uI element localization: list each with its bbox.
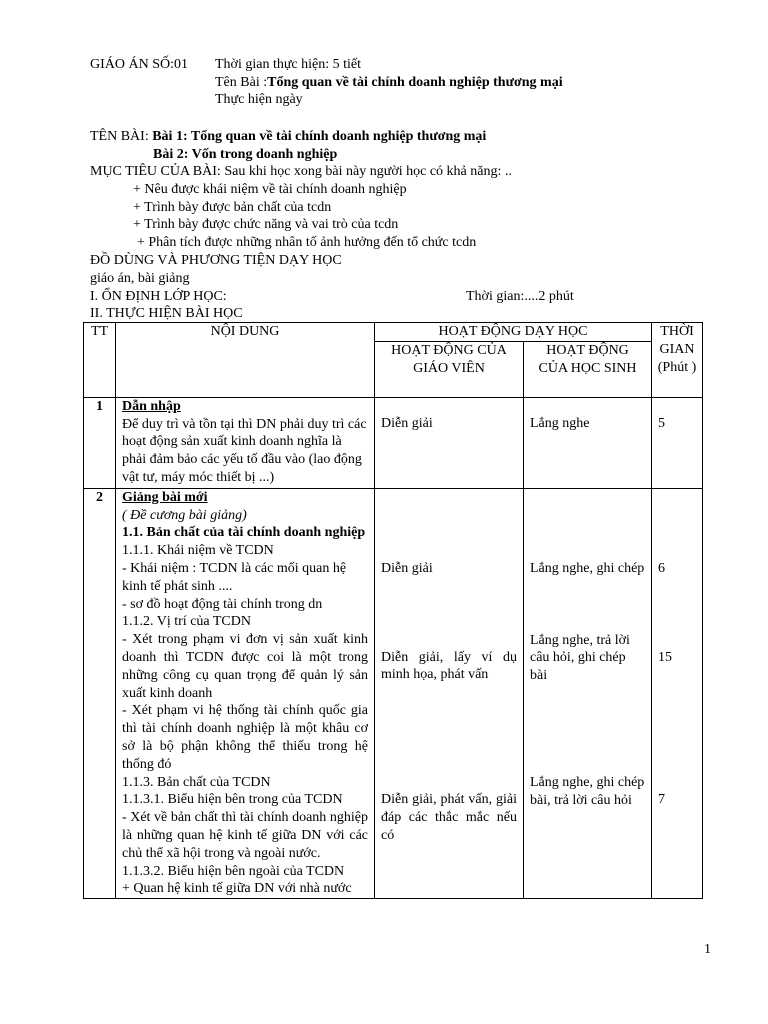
lesson-title-line — [215, 74, 563, 92]
row-content — [116, 397, 375, 488]
row-title: Dẫn nhập — [122, 398, 181, 414]
row-number: 2 — [84, 488, 116, 898]
row-student-activity: Lắng nghe — [524, 397, 652, 488]
lesson-title: Tổng quan về tài chính doanh nghiệp thương mại — [267, 75, 563, 90]
content-line: 1.1.2. Vị trí của TCDN — [122, 614, 251, 630]
teacher-activity-2: Diễn giải, lấy ví dụ minh họa, phát vấn — [381, 649, 517, 683]
lesson-2-name: Bài 2: Vốn trong doanh nghiệp — [153, 147, 338, 162]
lesson-date: Thực hiện ngày — [215, 92, 303, 107]
time-3: 7 — [658, 792, 666, 808]
header-student: HOẠT ĐỘNG CỦA HỌC SINH — [524, 341, 652, 397]
content-line: 1.1.3.2. Biểu hiện bên ngoài của TCDN — [122, 863, 345, 879]
content-line: - Xét trong phạm vi đơn vị sản xuất kinh doanh thì TCDN được coi là một trong những công cụ quan trọng để quản lý sản xuất kinh doanh — [122, 632, 368, 701]
lesson-plan-number: GIÁO ÁN SỐ:01 — [90, 57, 188, 72]
section-1-title: I. ỔN ĐỊNH LỚP HỌC: — [90, 289, 227, 304]
row-subtitle: ( Đề cương bài giảng) — [122, 507, 247, 523]
objective-item: + Nêu được khái niệm về tài chính doanh nghiệp — [133, 182, 407, 197]
row-time — [652, 488, 703, 898]
lesson-names-label: TÊN BÀI: — [90, 129, 149, 144]
lesson-2-name-line — [153, 146, 337, 164]
header-teacher: HOẠT ĐỘNG CỦA GIÁO VIÊN — [375, 341, 524, 397]
lesson-table — [83, 322, 703, 899]
content-line: - sơ đồ hoạt động tài chính trong dn — [122, 596, 323, 612]
student-activity-3: Lắng nghe, ghi chép bài, trả lời câu hỏi — [530, 774, 645, 808]
objectives-intro: Sau khi học xong bài này người học có khả năng: .. — [220, 164, 512, 179]
objective-item: + Trình bày được bản chất của tcdn — [133, 200, 332, 215]
row-text: Để duy trì và tồn tại thì DN phải duy trì các hoạt động sản xuất kinh doanh nghĩa là phải đảm bảo các yếu tố đầu vào (lao động vật tư, máy móc thiết bị ...) — [122, 416, 367, 485]
section-2-title: II. THỰC HIỆN BÀI HỌC — [90, 306, 243, 321]
row-student-activity — [524, 488, 652, 898]
objectives-line — [90, 163, 512, 181]
objective-item: + Trình bày được chức năng và vai trò của tcdn — [133, 217, 399, 232]
content-line: - Xét phạm vi hệ thống tài chính quốc gia thì tài chính doanh nghiệp là một khâu cơ sở là bộ phận không thể thiếu trong hệ thống đó — [122, 703, 368, 772]
materials-text: giáo án, bài giảng — [90, 271, 190, 286]
row-content — [116, 488, 375, 898]
teacher-activity-3: Diễn giải, phát vấn, giải đáp các thắc mắc nếu có — [381, 792, 517, 843]
teacher-activity-1: Diễn giải — [381, 560, 433, 576]
objective-item: + Phân tích được những nhân tố ảnh hưởng đến tổ chức tcdn — [137, 235, 477, 250]
materials-heading: ĐỒ DÙNG VÀ PHƯƠNG TIỆN DẠY HỌC — [90, 253, 342, 268]
table-row — [84, 397, 703, 488]
content-line: 1.1.3.1. Biểu hiện bên trong của TCDN — [122, 792, 343, 808]
content-line: + Quan hệ kinh tế giữa DN với nhà nước — [122, 881, 352, 897]
lesson-names-line — [90, 128, 486, 146]
row-content-part1 — [122, 542, 368, 631]
row-heading: 1.1. Bản chất của tài chính doanh nghiệp — [122, 525, 366, 541]
row-time: 5 — [652, 397, 703, 488]
lesson-1-name: Bài 1: Tổng quan về tài chính doanh nghiệp thương mại — [152, 129, 487, 144]
row-teacher-activity: Diễn giải — [375, 397, 524, 488]
row-teacher-activity — [375, 488, 524, 898]
content-line: - Khái niệm : TCDN là các mối quan hệ kinh tế phát sinh .... — [122, 560, 347, 594]
page-number: 1 — [704, 942, 711, 957]
row-number: 1 — [84, 397, 116, 488]
objectives-heading: MỤC TIÊU CỦA BÀI: — [90, 164, 221, 179]
table-row — [84, 488, 703, 898]
student-activity-1: Lắng nghe, ghi chép — [530, 560, 645, 576]
lesson-duration: Thời gian thực hiện: 5 tiết — [215, 57, 362, 72]
student-activity-2: Lắng nghe, trả lời câu hỏi, ghi chép bài — [530, 632, 630, 684]
time-1: 6 — [658, 560, 666, 576]
header-tt: TT — [84, 323, 116, 398]
lesson-title-prefix: Tên Bài : — [215, 75, 268, 90]
content-line: 1.1.1. Khái niệm về TCDN — [122, 543, 274, 559]
content-line: 1.1.3. Bản chất của TCDN — [122, 774, 271, 790]
header-activity: HOẠT ĐỘNG DẠY HỌC — [375, 323, 652, 342]
header-time: THỜI GIAN (Phút ) — [652, 323, 703, 398]
header-content: NỘI DUNG — [116, 323, 375, 398]
section-1-time: Thời gian:....2 phút — [466, 289, 574, 304]
table-header-row — [84, 323, 703, 342]
row-title: Giảng bài mới — [122, 489, 208, 505]
row-content-part3 — [122, 809, 368, 898]
row-content-part2 — [122, 631, 368, 809]
time-2: 15 — [658, 649, 673, 665]
content-line: - Xét về bản chất thì tài chính doanh nghiệp là những quan hệ kinh tế giữa DN với các chủ thể xã hội trong và ngoài nước. — [122, 810, 368, 861]
